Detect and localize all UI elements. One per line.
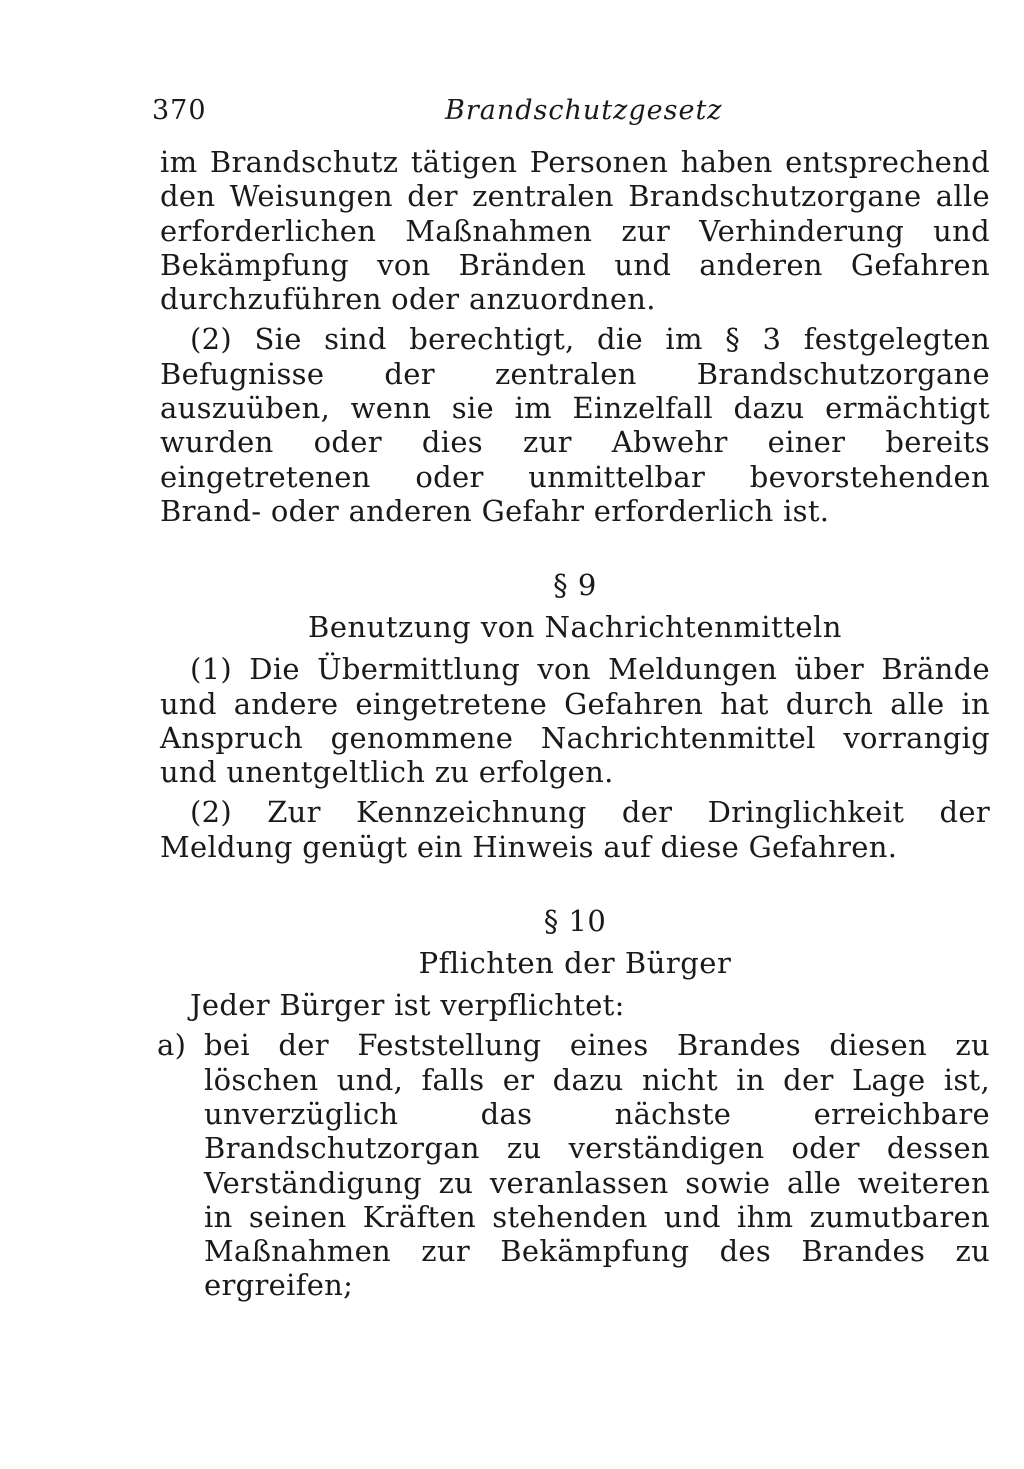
list-marker-a: a)	[157, 1028, 187, 1063]
section-9-number: § 9	[553, 568, 597, 603]
paragraph-9-2: (2) Zur Kennzeichnung der Dringlichkeit der Meldung genügt ein Hinweis auf diese Gefahren.	[160, 795, 990, 864]
section-10-intro: Jeder Bürger ist verpflichtet:	[190, 988, 625, 1023]
running-title: Brandschutzgesetz	[445, 95, 723, 126]
paragraph-9-1: (1) Die Übermittlung von Meldungen über Brände und andere eingetretene Gefahren hat durch alle in Anspruch genommene Nachrichtenmittel vorrangig und unentgeltlich zu erfolgen.	[160, 652, 990, 790]
paragraph-continued: im Brandschutz tätigen Personen haben entsprechend den Weisungen der zentralen Brandschutzorgane alle erforderlichen Maßnahmen zur Verhinderung und Bekämpfung von Bränden und anderen Gefahren durchzuführen oder anzuordnen.	[160, 145, 990, 317]
section-10-title: Pflichten der Bürger	[418, 946, 732, 981]
page-header	[152, 95, 990, 145]
paragraph-8-2: (2) Sie sind berechtigt, die im § 3 festgelegten Befugnisse der zentralen Brandschutzorgane auszuüben, wenn sie im Einzelfall dazu ermächtigt wurden oder dies zur Abwehr einer bereits eingetretenen oder unmittelbar bevorstehenden Brand- oder anderen Gefahr erforderlich ist.	[160, 322, 990, 528]
document-page	[152, 95, 990, 1303]
section-9-title: Benutzung von Nachrichtenmitteln	[308, 610, 842, 645]
section-10-number: § 10	[543, 904, 607, 939]
list-item-a	[157, 1028, 990, 1303]
list-item-a-text: bei der Feststellung eines Brandes diesen zu löschen und, falls er dazu nicht in der Lage ist, unverzüglich das nächste erreichbare Brandschutzorgan zu verständigen oder dessen Verständigung zu veranlassen sowie alle weiteren in seinen Kräften stehenden und ihm zumutbaren Maßnahmen zur Bekämpfung des Brandes zu ergreifen;	[204, 1028, 990, 1303]
page-number: 370	[152, 95, 207, 126]
